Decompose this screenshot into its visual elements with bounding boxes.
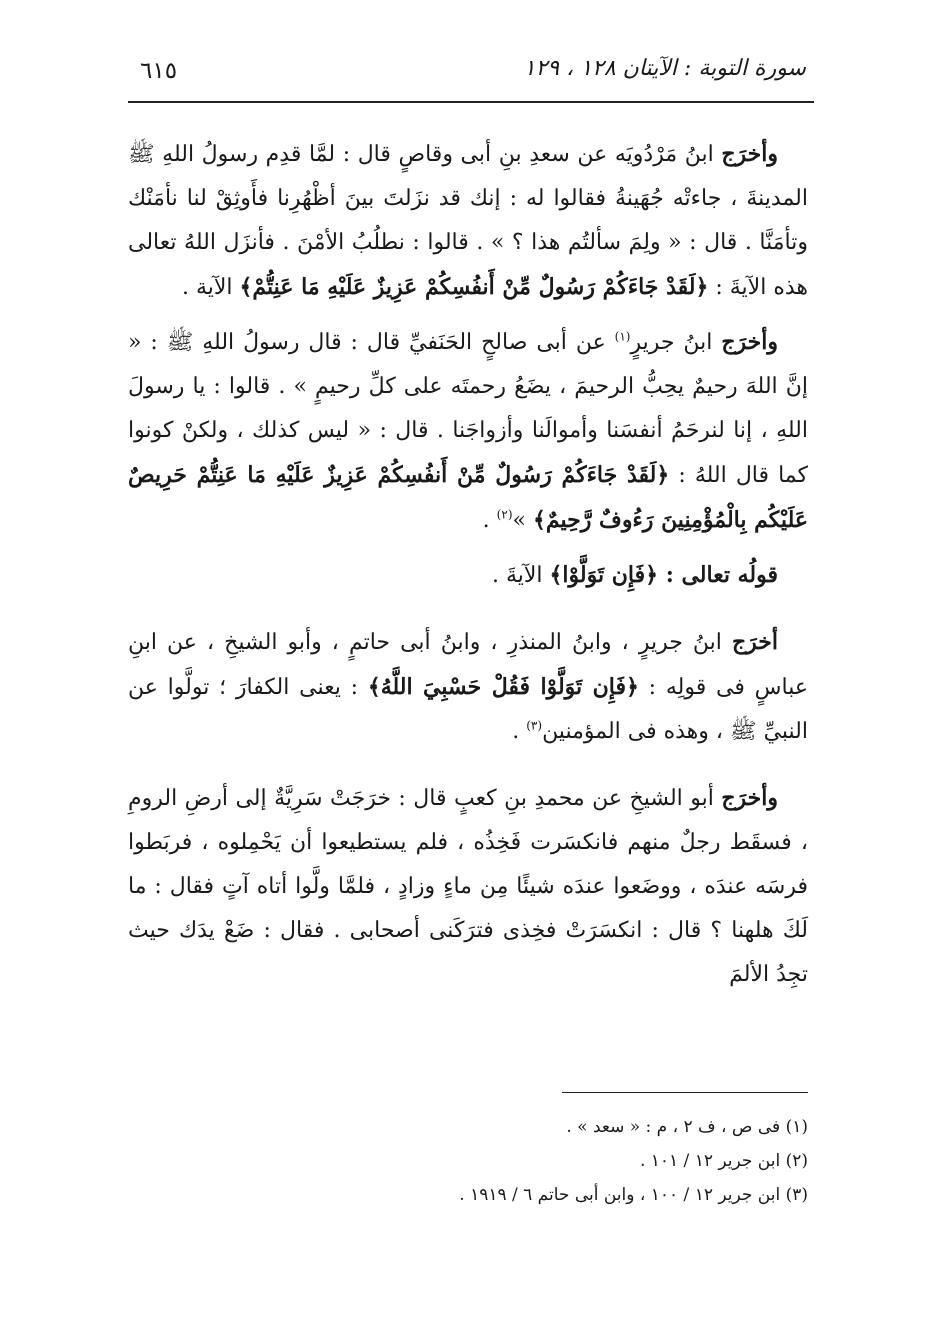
quran-verse: ﴿لَقَدْ جَاءَكُمْ رَسُولٌ مِّنْ أَنفُسِكُمْ عَزِيزٌ عَلَيْهِ مَا عَنِتُّمْ﴾: [239, 274, 709, 300]
footnote-rule: [562, 1092, 808, 1093]
footnotes: [128, 1110, 808, 1212]
main-text: [128, 132, 808, 997]
footnote-1: (١) فى ص ، ف ٢ ، م : « سعد » .: [566, 1117, 808, 1137]
paragraph-text: ابنُ جريرٍ: [630, 330, 722, 355]
footnote-ref-2: (٢): [496, 507, 513, 522]
paragraph-lead: وأخرَج: [721, 785, 778, 811]
paragraph-tail: »: [512, 508, 533, 533]
paragraph-text: أبو الشيخِ عن محمدِ بنِ كعبٍ قال : خرَجَتْ سَرِيَّةٌ إلى أرضِ الرومِ ، فسقَط رجلٌ منهم فانكسَرت فَخِذُه ، فلم يستطيعوا أن يَحْمِلوه ، فربَطوا فرسَه عندَه ، ووضَعوا عندَه شيئًا مِن ماءٍ وزادٍ ، فلمَّا ولَّوا أتاه آتٍ فقال : ما لَكَ هلهنا ؟ قال : انكسَرَتْ فخِذى فترَكَنى أصحابى . فقال : ضَعْ يدَك حيث تجِدُ الألمَ: [128, 786, 808, 987]
footnote-2: (٢) ابن جرير ١٢ / ١٠١ .: [639, 1151, 808, 1171]
paragraph-text: ابنُ جريرٍ ، وابنُ المنذرِ ، وابنُ أبى حاتمٍ ، وأبو الشيخِ ، عن ابنِ عباسٍ فى قولِه :: [128, 630, 808, 700]
paragraph-tail: .: [512, 719, 527, 744]
paragraph-4: [128, 620, 808, 754]
quran-verse: ﴿فَإِن تَوَلَّوْا﴾: [549, 562, 666, 588]
page-number: ٦١٥: [140, 58, 178, 84]
header-rule: [128, 101, 814, 103]
paragraph-tail: الآيةَ .: [491, 563, 550, 588]
paragraph-lead: وأخرَج: [721, 141, 778, 167]
paragraph-1: [128, 132, 808, 310]
paragraph-lead: وأخرَج: [721, 329, 779, 355]
paragraph-tail-2: .: [482, 508, 497, 533]
paragraph-5: [128, 776, 808, 997]
footnote-3: (٣) ابن جرير ١٢ / ١٠٠ ، وابن أبى حاتم ٦ / ١٩١٩ .: [459, 1185, 808, 1205]
paragraph-tail: الآية .: [181, 275, 240, 300]
paragraph-text-2: : يعنى الكفارَ ؛ تولَّوا عن النبيِّ ﷺ ، وهذه فى المؤمنين: [128, 675, 808, 744]
footnote-ref-3: (٣): [526, 718, 543, 733]
running-title: سورة التوبة : الآيتان ١٢٨ ، ١٢٩: [523, 56, 806, 81]
footnote-ref-1: (١): [614, 329, 631, 344]
paragraph-2: [128, 320, 808, 543]
paragraph-lead: قولُه تعالى :: [665, 562, 778, 588]
paragraph-text-2: عن أبى صالحٍ الحَنَفيِّ قال : قال رسولُ اللهِ ﷺ : « إنَّ اللهَ رحيمٌ يحِبُّ الرحيمَ ، يضَعُ رحمتَه على كلِّ رحيمٍ » . قالوا : يا رسولَ اللهِ ، إنا لنرحَمُ أنفسَنا وأموالَنا وأزواجَنا . قال : « ليس كذلك ، ولكنْ كونوا كما قال اللهُ :: [128, 330, 808, 488]
paragraph-text: ابنُ مَرْدُويَه عن سعدِ بنِ أبى وقاصٍ قال : لمَّا قدِم رسولُ اللهِ ﷺ المدينةَ ، جاءتْه جُهَينةُ فقالوا له : إنك قد نزَلتَ بينَ أظْهُرِنا فأَوثِقْ لنا نأمَنْك وتأمَنَّا . قال : « ولِمَ سألتُم هذا ؟ » . قالوا : نطلُبُ الأمْنَ . فأنزَل اللهُ تعالى هذه الآيةَ :: [128, 142, 808, 300]
paragraph-lead: أخرَج: [731, 629, 778, 655]
paragraph-3: [128, 553, 808, 598]
quran-verse: ﴿فَإِن تَوَلَّوْا فَقُلْ حَسْبِيَ اللَّهُ﴾: [367, 674, 639, 700]
quran-verse: ﴿لَقَدْ جَاءَكُمْ رَسُولٌ مِّنْ أَنفُسِكُمْ عَزِيزٌ عَلَيْهِ مَا عَنِتُّمْ حَرِيصٌ عَلَيْكُم بِالْمُؤْمِنِينَ رَءُوفٌ رَّحِيمٌ﴾: [128, 462, 808, 533]
